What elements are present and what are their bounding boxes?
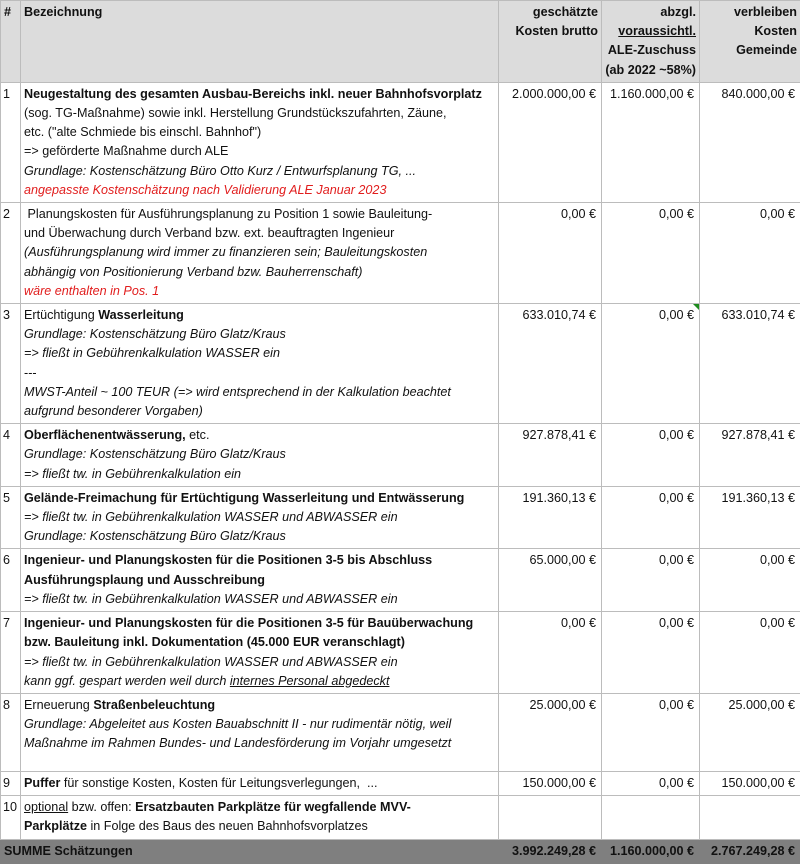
- row-ale-subsidy: 0,00 €: [602, 203, 700, 304]
- row-desc-line: Grundlage: Kostenschätzung Büro Glatz/Kraus: [24, 445, 495, 464]
- row-ale-subsidy: 0,00 €: [602, 612, 700, 694]
- row-description: [21, 424, 499, 487]
- row-remaining-cost: 840.000,00 €: [700, 82, 800, 202]
- total-remaining-cost: 2.767.249,28 €: [700, 839, 800, 863]
- row-desc-line: Neugestaltung des gesamten Ausbau-Bereichs inkl. neuer Bahnhofsvorplatz: [24, 85, 495, 104]
- row-description: [21, 82, 499, 202]
- comment-marker-icon[interactable]: [693, 304, 699, 310]
- row-desc-line: Grundlage: Abgeleitet aus Kosten Bauabschnitt II - nur rudimentär nötig, weil: [24, 715, 495, 734]
- row-gross-cost: 2.000.000,00 €: [499, 82, 602, 202]
- row-number: 1: [1, 82, 21, 202]
- row-desc-line: aufgrund besonderer Vorgaben): [24, 402, 495, 421]
- header-ale-subsidy: [602, 1, 700, 83]
- row-gross-cost: 150.000,00 €: [499, 771, 602, 795]
- header-remaining-cost: [700, 1, 800, 83]
- row-description: [21, 549, 499, 612]
- row-remaining-cost: 25.000,00 €: [700, 693, 800, 771]
- row-desc-line: (Ausführungsplanung wird immer zu finanzieren sein; Bauleitungskosten: [24, 243, 495, 262]
- row-desc-line: => fließt tw. in Gebührenkalkulation WASSER und ABWASSER ein: [24, 653, 495, 672]
- total-ale-subsidy: 1.160.000,00 €: [602, 839, 700, 863]
- row-desc-line: => fließt tw. in Gebührenkalkulation WASSER und ABWASSER ein: [24, 508, 495, 527]
- row-number: 6: [1, 549, 21, 612]
- row-remaining-cost: 150.000,00 €: [700, 771, 800, 795]
- row-desc-line: bzw. Bauleitung inkl. Dokumentation (45.000 EUR veranschlagt): [24, 633, 495, 652]
- header-description: Bezeichnung: [21, 1, 499, 83]
- row-desc-line: Maßnahme im Rahmen Bundes- und Landesförderung im Vorjahr umgesetzt: [24, 734, 495, 753]
- table-row: [1, 549, 800, 612]
- row-gross-cost: 65.000,00 €: [499, 549, 602, 612]
- row-ale-subsidy: 0,00 €: [602, 486, 700, 549]
- row-remaining-cost: 0,00 €: [700, 612, 800, 694]
- total-label: SUMME Schätzungen: [1, 839, 499, 863]
- header-ale-line-4: (ab 2022 ~58%): [605, 61, 696, 80]
- row-desc-text: in Folge des Baus des neuen Bahnhofsvorplatzes: [87, 819, 368, 833]
- header-ale-line-1: abzgl.: [605, 3, 696, 22]
- row-desc-line: [24, 817, 495, 836]
- row-number: 3: [1, 304, 21, 424]
- header-number: #: [1, 1, 21, 83]
- row-desc-line: [24, 696, 495, 715]
- header-ale-line-2: voraussichtl.: [605, 22, 696, 41]
- row-description: [21, 771, 499, 795]
- row-desc-text-bold: Wasserleitung: [98, 308, 184, 322]
- row-description: [21, 486, 499, 549]
- row-desc-text-bold: Ersatzbauten Parkplätze für wegfallende MVV-: [135, 800, 411, 814]
- total-gross-cost: 3.992.249,28 €: [499, 839, 602, 863]
- row-desc-line: Planungskosten für Ausführungsplanung zu Position 1 sowie Bauleitung-: [24, 205, 495, 224]
- row-ale-subsidy: 1.160.000,00 €: [602, 82, 700, 202]
- row-number: 4: [1, 424, 21, 487]
- row-desc-line: Ausführungsplaung und Ausschreibung: [24, 571, 495, 590]
- header-row: [1, 1, 800, 83]
- header-gross-cost: [499, 1, 602, 83]
- table-row: [1, 693, 800, 771]
- row-description: [21, 304, 499, 424]
- row-desc-text-bold: Oberflächenentwässerung,: [24, 428, 186, 442]
- row-gross-cost: 0,00 €: [499, 612, 602, 694]
- table-row: [1, 82, 800, 202]
- row-gross-cost: 25.000,00 €: [499, 693, 602, 771]
- row-desc-line: [24, 774, 495, 793]
- header-remaining-line-3: Gemeinde: [703, 41, 797, 60]
- row-desc-line: und Überwachung durch Verband bzw. ext. beauftragten Ingenieur: [24, 224, 495, 243]
- row-desc-line: Ingenieur- und Planungskosten für die Positionen 3-5 bis Abschluss: [24, 551, 495, 570]
- row-desc-text-underlined: internes Personal abgedeckt: [230, 674, 390, 688]
- row-desc-line: => fließt in Gebührenkalkulation WASSER ein: [24, 344, 495, 363]
- row-gross-cost: 633.010,74 €: [499, 304, 602, 424]
- row-number: 5: [1, 486, 21, 549]
- row-desc-text: Ertüchtigung: [24, 308, 98, 322]
- row-description: [21, 612, 499, 694]
- row-remaining-cost: 927.878,41 €: [700, 424, 800, 487]
- row-description: [21, 693, 499, 771]
- total-row: [1, 839, 800, 863]
- row-desc-line: => geförderte Maßnahme durch ALE: [24, 142, 495, 161]
- row-number: 2: [1, 203, 21, 304]
- row-desc-line: (sog. TG-Maßnahme) sowie inkl. Herstellung Grundstückszufahrten, Zäune,: [24, 104, 495, 123]
- row-number: 7: [1, 612, 21, 694]
- row-desc-line: Grundlage: Kostenschätzung Büro Glatz/Kraus: [24, 325, 495, 344]
- row-remaining-cost: 191.360,13 €: [700, 486, 800, 549]
- row-remaining-cost: 0,00 €: [700, 203, 800, 304]
- row-ale-subsidy: [602, 304, 700, 424]
- row-desc-text-bold: Straßenbeleuchtung: [93, 698, 215, 712]
- row-desc-line: => fließt tw. in Gebührenkalkulation ein: [24, 465, 495, 484]
- row-gross-cost: 191.360,13 €: [499, 486, 602, 549]
- row-remaining-cost: 633.010,74 €: [700, 304, 800, 424]
- row-desc-line: Gelände-Freimachung für Ertüchtigung Wasserleitung und Entwässerung: [24, 489, 495, 508]
- table-row: [1, 486, 800, 549]
- table-row: [1, 612, 800, 694]
- row-desc-line: ---: [24, 364, 495, 383]
- row-desc-text: etc.: [186, 428, 210, 442]
- row-ale-subsidy: 0,00 €: [602, 693, 700, 771]
- row-number: 10: [1, 796, 21, 839]
- row-desc-line: [24, 672, 495, 691]
- row-remaining-cost: 0,00 €: [700, 549, 800, 612]
- row-desc-line: Grundlage: Kostenschätzung Büro Otto Kurz / Entwurfsplanung TG, ...: [24, 162, 495, 181]
- row-desc-text: bzw. offen:: [68, 800, 135, 814]
- header-remaining-line-2: Kosten: [703, 22, 797, 41]
- row-desc-text: Erneuerung: [24, 698, 93, 712]
- header-gross-line-1: geschätzte: [502, 3, 598, 22]
- row-desc-line: => fließt tw. in Gebührenkalkulation WASSER und ABWASSER ein: [24, 590, 495, 609]
- row-desc-line: [24, 798, 495, 817]
- row-gross-cost: 0,00 €: [499, 203, 602, 304]
- row-desc-note-red: wäre enthalten in Pos. 1: [24, 282, 495, 301]
- row-desc-note-red: angepasste Kostenschätzung nach Validierung ALE Januar 2023: [24, 181, 495, 200]
- row-desc-line: abhängig von Positionierung Verband bzw. Bauherrenschaft): [24, 263, 495, 282]
- table-row: [1, 304, 800, 424]
- row-ale-subsidy: 0,00 €: [602, 424, 700, 487]
- row-desc-line: etc. ("alte Schmiede bis einschl. Bahnhof"): [24, 123, 495, 142]
- row-desc-line: Ingenieur- und Planungskosten für die Positionen 3-5 für Bauüberwachung: [24, 614, 495, 633]
- row-gross-cost: 927.878,41 €: [499, 424, 602, 487]
- row-desc-line: [24, 426, 495, 445]
- row-desc-line: [24, 306, 495, 325]
- row-ale-subsidy: 0,00 €: [602, 771, 700, 795]
- row-desc-line: Grundlage: Kostenschätzung Büro Glatz/Kraus: [24, 527, 495, 546]
- row-number: 9: [1, 771, 21, 795]
- row-desc-line: MWST-Anteil ~ 100 TEUR (=> wird entsprechend in der Kalkulation beachtet: [24, 383, 495, 402]
- row-desc-text-bold: Puffer: [24, 776, 60, 790]
- table-row: [1, 771, 800, 795]
- table-row: [1, 203, 800, 304]
- row-desc-text-underlined: optional: [24, 800, 68, 814]
- header-gross-line-2: Kosten brutto: [502, 22, 598, 41]
- row-desc-text: kann ggf. gespart werden weil durch: [24, 674, 230, 688]
- row-description: [21, 203, 499, 304]
- row-ale-subsidy: 0,00 €: [602, 549, 700, 612]
- table-row: [1, 424, 800, 487]
- row-number: 8: [1, 693, 21, 771]
- row-desc-text: für sonstige Kosten, Kosten für Leitungsverlegungen, ...: [60, 776, 377, 790]
- row-ale-value: 0,00 €: [659, 308, 694, 322]
- row-desc-text-bold: Parkplätze: [24, 819, 87, 833]
- header-ale-line-3: ALE-Zuschuss: [605, 41, 696, 60]
- header-remaining-line-1: verbleiben: [703, 3, 797, 22]
